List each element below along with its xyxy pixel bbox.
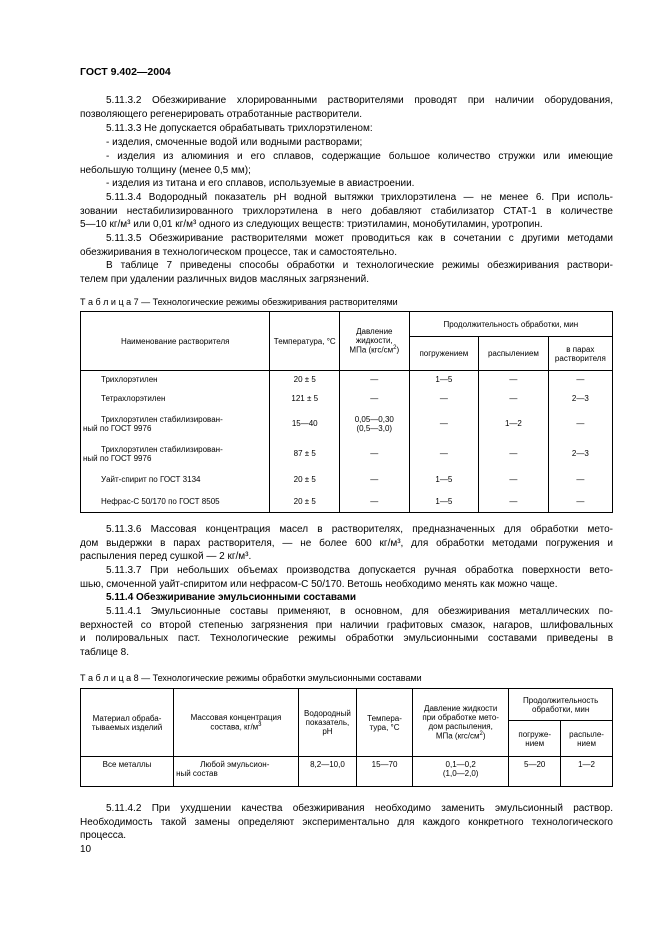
table8-header-temp: Темпера- тура, °С bbox=[357, 689, 413, 757]
paragraph-5-11-3-2: 5.11.3.2 Обезжиривание хлорированными растворителями проводят при наличии оборудования, позволяющего регенерировать отработанные растворители. bbox=[80, 95, 613, 120]
table-cell: Трихлорэтилен стабилизирован- ный по ГОСТ 9976 bbox=[81, 439, 270, 469]
paragraph-5-11-3-7: 5.11.3.7 При небольших объемах производства допускается ручная обработка поверхности вето- шью, смоченной уайт-спиритом или нефрасом-С 50/170. Ветошь необходимо менять как можно чаще. bbox=[80, 565, 613, 590]
table-cell: — bbox=[340, 371, 410, 389]
table-cell: — bbox=[479, 371, 549, 389]
table-cell: — bbox=[409, 439, 479, 469]
table8-caption: Т а б л и ц а 8 — Технологические режимы обработки эмульсионными составами bbox=[80, 673, 422, 683]
table-cell: 20 ± 5 bbox=[270, 469, 340, 491]
table-cell: Трихлорэтилен стабилизирован- ный по ГОСТ 9976 bbox=[81, 409, 270, 439]
list-item-2: - изделия из алюминия и его сплавов, содержащие большое количество стружки или имеющие небольшую толщину (менее 0,5 мм); bbox=[80, 151, 613, 176]
table7-header-immersion: погружением bbox=[409, 337, 479, 371]
table-cell: 1—2 bbox=[479, 409, 549, 439]
list-item: - изделия, смоченные водой или водными растворами; bbox=[106, 137, 363, 148]
table-cell: — bbox=[548, 371, 612, 389]
table8-header-duration: Продолжительность обработки, мин bbox=[509, 689, 613, 721]
table-cell: 15—40 bbox=[270, 409, 340, 439]
table-row bbox=[81, 409, 613, 439]
table7-header-spraying: распылением bbox=[479, 337, 549, 371]
table-cell: — bbox=[479, 439, 549, 469]
table-cell: 1—5 bbox=[409, 371, 479, 389]
document-header: ГОСТ 9.402—2004 bbox=[80, 66, 171, 78]
paragraph-table7-intro: В таблице 7 приведены способы обработки и технологические режимы обезжиривания раствори- телем при удалении различных видов масляных загрязнений. bbox=[80, 260, 613, 285]
table8-header-material: Материал обраба- тываемых изделий bbox=[81, 689, 174, 757]
table-cell: 1—5 bbox=[409, 491, 479, 513]
table8-header-pressure: Давление жидкости при обработке мето- дом распыления, МПа $(кгс/см^2)$ bbox=[413, 689, 509, 757]
table-cell: — bbox=[548, 469, 612, 491]
table-cell: — bbox=[340, 439, 410, 469]
table-cell: Уайт-спирит по ГОСТ 3134 bbox=[81, 469, 270, 491]
section-heading-5-11-4: 5.11.4 Обезжиривание эмульсионными составами bbox=[106, 592, 357, 603]
table-row bbox=[81, 371, 613, 389]
paragraph-5-11-4-2: 5.11.4.2 При ухудшении качества обезжиривания необходимо заменить эмульсионный раствор. Необходимость такой замены определяют экспериментально для каждого конкретного технологического процесса. bbox=[80, 803, 613, 842]
table8-header-composition: Массовая концентрация состава, $кг/м^3$ bbox=[174, 689, 299, 757]
paragraph-5-11-3-6: 5.11.3.6 Массовая концентрация масел в растворителях, предназначенных для обработки мето- дом выдержки в парах растворителя, — не более 600 кг/м³, для обработки методами погружения и распыления перед сушкой — 2 кг/м³. bbox=[80, 524, 613, 563]
table-cell: — bbox=[479, 491, 549, 513]
paragraph-5-11-4-1: 5.11.4.1 Эмульсионные составы применяют, в основном, для обезжиривания металлических по- верхностей со второй степенью загрязнения при наличии графитовых смазок, нагаров, шлифовальных и полировальных паст. Технологические режимы обработки эмульсионными составами приведены в таблице 8. bbox=[80, 606, 613, 658]
table-cell: 5—20 bbox=[509, 757, 561, 787]
table7-header-vapor: в парах растворителя bbox=[548, 337, 612, 371]
table-cell: — bbox=[548, 409, 612, 439]
table-cell: 0,05—0,30 (0,5—3,0) bbox=[340, 409, 410, 439]
table-row bbox=[81, 439, 613, 469]
table7-header-duration: Продолжительность обработки, мин bbox=[409, 312, 612, 337]
table8 bbox=[80, 688, 613, 787]
table8-header-immersion: погруже- нием bbox=[509, 721, 561, 757]
table-row bbox=[81, 469, 613, 491]
table-cell: — bbox=[340, 469, 410, 491]
table-cell: 1—2 bbox=[561, 757, 613, 787]
table7-caption: Т а б л и ц а 7 — Технологические режимы обезжиривания растворителями bbox=[80, 297, 398, 307]
table-cell: Любой эмульсион- ный состав bbox=[174, 757, 299, 787]
table-cell: 87 ± 5 bbox=[270, 439, 340, 469]
list-item: - изделия из титана и его сплавов, используемые в авиастроении. bbox=[106, 178, 415, 189]
table7 bbox=[80, 311, 613, 513]
table8-header-spraying: распыле- нием bbox=[561, 721, 613, 757]
table-cell: Все металлы bbox=[81, 757, 174, 787]
table-cell: — bbox=[340, 491, 410, 513]
table8-header-ph: Водородный показатель, pH bbox=[298, 689, 356, 757]
table-cell: 20 ± 5 bbox=[270, 371, 340, 389]
table-cell: Тетрахлорэтилен bbox=[81, 389, 270, 409]
table-cell: 15—70 bbox=[357, 757, 413, 787]
table-cell: 8,2—10,0 bbox=[298, 757, 356, 787]
table-row bbox=[81, 491, 613, 513]
page-number: 10 bbox=[80, 844, 92, 855]
paragraph-5-11-3-5: 5.11.3.5 Обезжиривание растворителями может проводиться как в сочетании с другими методами обезжиривания в технологическом процессе, так и самостоятельно. bbox=[80, 233, 613, 258]
table-cell: Трихлорэтилен bbox=[81, 371, 270, 389]
table-cell: 0,1—0,2 (1,0—2,0) bbox=[413, 757, 509, 787]
table-row bbox=[81, 757, 613, 787]
table-cell: — bbox=[340, 389, 410, 409]
table7-header-temp: Температура, °С bbox=[270, 312, 340, 371]
table-cell: — bbox=[409, 409, 479, 439]
table-cell: 20 ± 5 bbox=[270, 491, 340, 513]
table-cell: 2—3 bbox=[548, 389, 612, 409]
table7-header-name: Наименование растворителя bbox=[81, 312, 270, 371]
table-row bbox=[81, 389, 613, 409]
table-cell: Нефрас-С 50/170 по ГОСТ 8505 bbox=[81, 491, 270, 513]
table-cell: 1—5 bbox=[409, 469, 479, 491]
table-cell: — bbox=[548, 491, 612, 513]
paragraph-5-11-3-3: 5.11.3.3 Не допускается обрабатывать трихлорэтиленом: bbox=[106, 123, 373, 134]
table-cell: 121 ± 5 bbox=[270, 389, 340, 409]
table7-header-pressure: Давление жидкости, МПа $(кгс/см^2)$ bbox=[340, 312, 410, 371]
table-cell: — bbox=[409, 389, 479, 409]
table-cell: — bbox=[479, 389, 549, 409]
table-cell: 2—3 bbox=[548, 439, 612, 469]
table-cell: — bbox=[479, 469, 549, 491]
paragraph-5-11-3-4: 5.11.3.4 Водородный показатель pH водной вытяжки трихлорэтилена — не менее 6. При исполь- зовании нестабилизированного трихлорэтилена в него добавляют стабилизатор СТАТ-1 в количестве 5—10 кг/м³ или 0,01 кг/м³ одного из следующих веществ: триэтиламин, монобутиламин, уротропин. bbox=[80, 192, 613, 231]
